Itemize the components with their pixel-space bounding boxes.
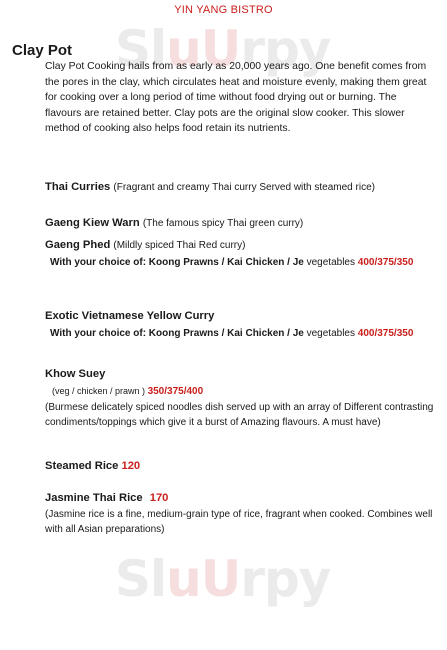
item-options: (veg / chicken / prawn ) xyxy=(52,386,146,396)
price: 120 xyxy=(121,460,141,472)
menu-item-gaeng-kiew-warn xyxy=(45,217,303,229)
choice-options: With your choice of: Koong Prawns / Kai Chicken / Je xyxy=(50,257,304,268)
menu-item-thai-curries xyxy=(45,181,375,193)
item-name: Gaeng Phed xyxy=(45,239,111,251)
choice-line xyxy=(50,257,413,268)
menu-item-steamed-rice xyxy=(45,460,140,472)
section-title: Clay Pot xyxy=(12,42,73,59)
item-description: (The famous spicy Thai green curry) xyxy=(142,218,304,229)
price: 350/375/400 xyxy=(147,386,204,397)
choice-options: With your choice of: Koong Prawns / Kai Chicken / Je xyxy=(50,328,304,339)
item-name: Exotic Vietnamese Yellow Curry xyxy=(45,310,215,322)
item-description: (Fragrant and creamy Thai curry Served with steamed rice) xyxy=(113,182,375,193)
item-name: Thai Curries xyxy=(45,181,111,193)
item-name: Steamed Rice xyxy=(45,460,119,472)
menu-item-jasmine-rice xyxy=(45,492,168,504)
price: 400/375/350 xyxy=(357,257,414,268)
item-name: Khow Suey xyxy=(45,368,106,380)
menu-item-khow-suey xyxy=(45,368,105,380)
menu-item-gaeng-phed xyxy=(45,239,245,251)
price: 400/375/350 xyxy=(357,328,414,339)
choice-suffix: vegetables xyxy=(306,257,355,268)
item-description: (Jasmine rice is a fine, medium-grain type of rice, fragrant when cooked. Combines well with all Asian preparations) xyxy=(45,509,433,535)
item-name: Jasmine Thai Rice xyxy=(45,492,143,504)
choice-line xyxy=(50,328,413,339)
price: 170 xyxy=(149,492,169,504)
watermark-logo: SluUrpy xyxy=(115,20,331,78)
menu-item-vietnamese-curry xyxy=(45,310,214,322)
restaurant-name: YIN YANG BISTRO xyxy=(174,4,273,16)
item-description: (Mildly spiced Thai Red curry) xyxy=(113,240,246,251)
khow-suey-options xyxy=(52,386,203,397)
choice-suffix: vegetables xyxy=(306,328,355,339)
watermark-logo: SluUrpy xyxy=(115,550,331,608)
item-name: Gaeng Kiew Warn xyxy=(45,217,140,229)
item-description: (Burmese delicately spiced noodles dish served up with an array of Different contrasting condiments/toppings which give it a burst of Amazing flavours. A must have) xyxy=(45,402,434,428)
intro-paragraph: Clay Pot Cooking hails from as early as 20,000 years ago. One benefit comes from the pores in the clay, which circulates heat and moisture evenly, making them great for cooking over a long period of time without food drying out or burning. The flavours are retained better. Clay pots are the original slow cooker. This slower method of cooking also helps food retain its nutrients. xyxy=(45,61,427,134)
